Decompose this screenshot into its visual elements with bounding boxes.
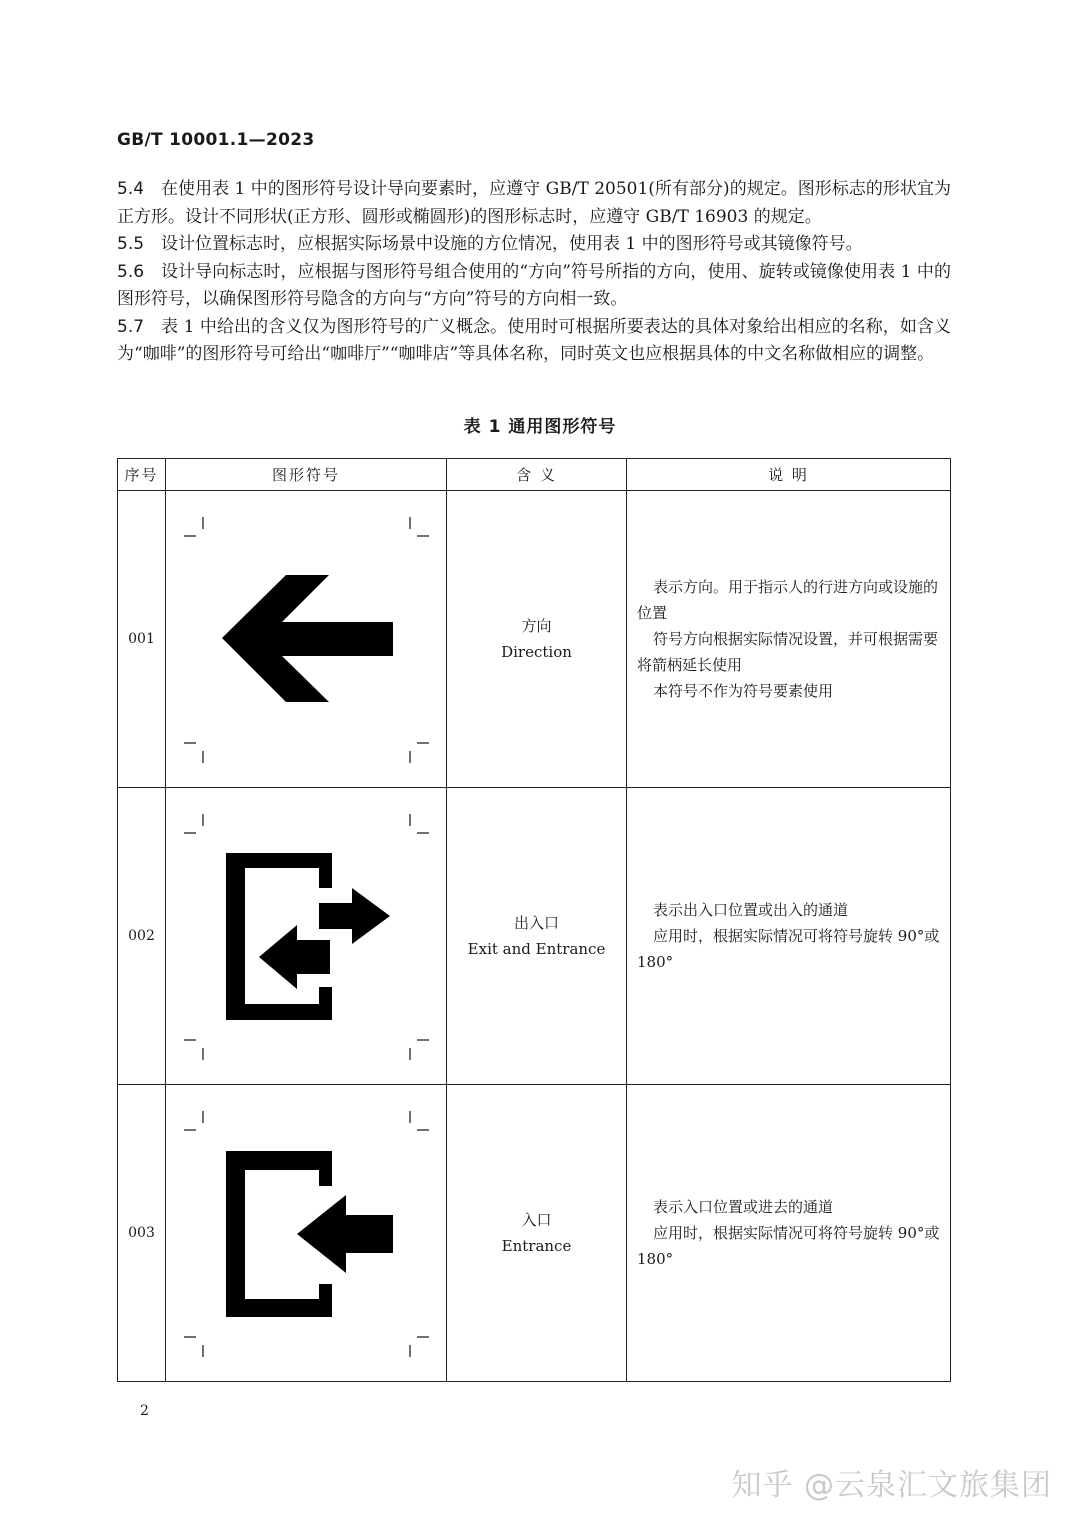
symbol-cell [166, 788, 447, 1085]
clause-5-5 [117, 231, 951, 259]
clause-number: 5.7 [117, 316, 145, 337]
meaning-chinese: 入口 [521, 1211, 552, 1229]
clause-number: 5.6 [117, 261, 145, 282]
clause-text: 在使用表 1 中的图形符号设计导向要素时，应遵守 GB/T 20501(所有部分)的规定。图形标志的形状宜为正方形。设计不同形状(正方形、圆形或椭圆形)的图形标志时，应遵守 GB/T 16903 的规定。 [117, 179, 951, 227]
table-header-row [118, 459, 951, 491]
clause-text: 设计位置标志时，应根据实际场景中设施的方位情况，使用表 1 中的图形符号或其镜像符号。 [161, 234, 863, 254]
clause-text: 表 1 中给出的含义仅为图形符号的广义概念。使用时可根据所要表达的具体对象给出相应的名称，如含义为“咖啡”的图形符号可给出“咖啡厅”“咖啡店”等具体名称，同时英文也应根据具体的中文名称做相应的调整。 [117, 316, 951, 364]
clause-number: 5.4 [117, 179, 145, 199]
table-row [118, 491, 951, 788]
clause-5-4 [117, 176, 951, 231]
symbol-cell [166, 491, 447, 788]
standard-code: GB/T 10001.1—2023 [117, 130, 315, 150]
symbol-cell [166, 1085, 447, 1382]
row-seq: 003 [118, 1085, 166, 1382]
clause-text: 设计导向标志时，应根据与图形符号组合使用的“方向”符号所指的方向，使用、旋转或镜像使用表 1 中的图形符号，以确保图形符号隐含的方向与“方向”符号的方向相一致。 [117, 261, 951, 309]
direction-arrow-left-icon [166, 491, 447, 787]
exit-and-entrance-icon [166, 788, 447, 1084]
header-meaning: 含 义 [447, 459, 627, 491]
header-description: 说 明 [627, 459, 951, 491]
meaning-chinese: 方向 [521, 617, 552, 635]
description-cell [627, 788, 951, 1085]
clause-5-6 [117, 259, 951, 314]
row-seq: 002 [118, 788, 166, 1085]
table-title: 表 1 通用图形符号 [463, 417, 617, 437]
meaning-english: Entrance [501, 1237, 572, 1255]
description-line: 应用时，根据实际情况可将符号旋转 90°或 180° [637, 1224, 940, 1268]
meaning-cell [447, 788, 627, 1085]
clause-5-7 [117, 314, 951, 369]
clause-number: 5.5 [117, 234, 145, 254]
meaning-cell [447, 1085, 627, 1382]
meaning-english: Exit and Entrance [467, 940, 606, 958]
description-line: 表示出入口位置或出入的通道 [653, 901, 849, 919]
header-symbol: 图形符号 [166, 459, 447, 491]
description-line: 符号方向根据实际情况设置，并可根据需要将箭柄延长使用 [637, 630, 939, 674]
row-seq: 001 [118, 491, 166, 788]
description-line: 应用时，根据实际情况可将符号旋转 90°或 180° [637, 927, 940, 971]
header-seq: 序号 [118, 459, 166, 491]
symbols-table [117, 458, 951, 1382]
watermark: 知乎 @云泉汇文旅集团 [731, 1468, 1052, 1503]
description-line: 本符号不作为符号要素使用 [653, 682, 834, 700]
entrance-icon [166, 1085, 447, 1381]
description-cell [627, 491, 951, 788]
meaning-english: Direction [501, 643, 572, 661]
description-cell [627, 1085, 951, 1382]
page-number: 2 [140, 1403, 149, 1419]
table-row [118, 788, 951, 1085]
description-line: 表示方向。用于指示人的行进方向或设施的位置 [637, 578, 939, 622]
meaning-cell [447, 491, 627, 788]
description-line: 表示入口位置或进去的通道 [653, 1198, 834, 1216]
table-row [118, 1085, 951, 1382]
clauses-section [117, 176, 951, 369]
meaning-chinese: 出入口 [513, 914, 559, 932]
